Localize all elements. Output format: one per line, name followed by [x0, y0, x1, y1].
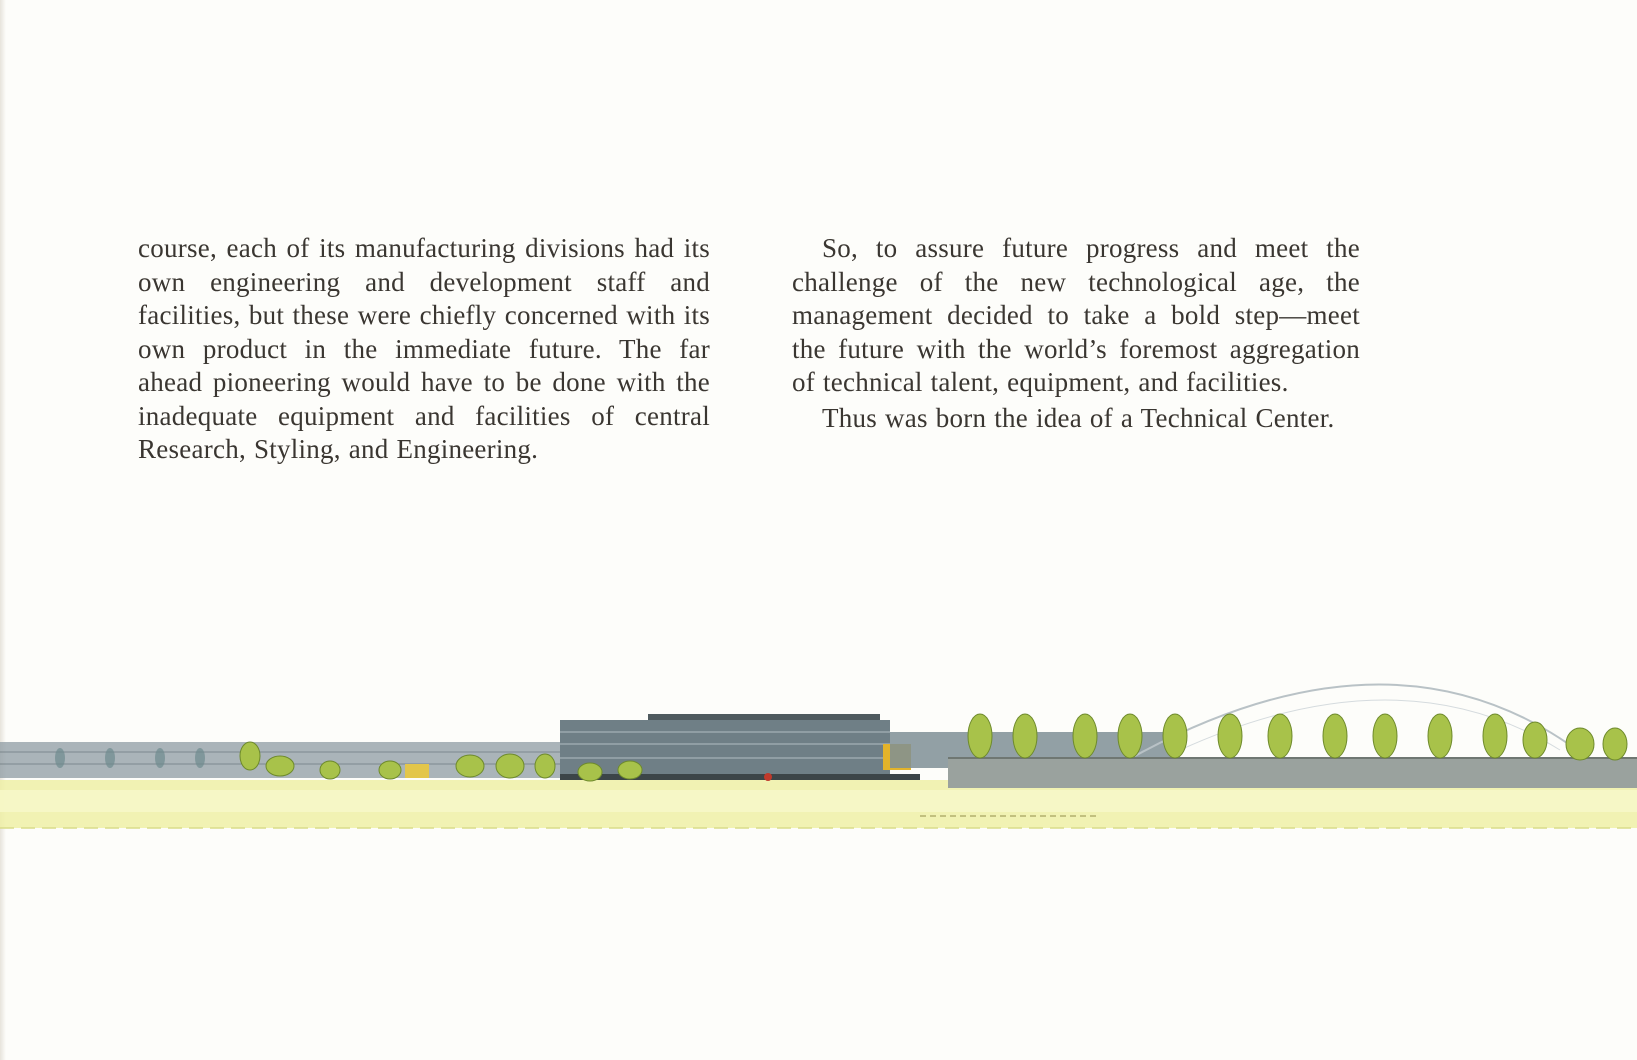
building-base [560, 774, 920, 780]
tree [1373, 714, 1397, 758]
left-text-column [138, 232, 710, 467]
left-paragraph-1: course, each of its manufacturing divisions had its own engineering and development staff and facilities, but these were chiefly concerned with its own product in the immediate future. The far ahead pioneering would have to be done with the inadequate equipment and facilities of central Research, Styling, and Engineering. [138, 233, 710, 464]
right-text-column [792, 232, 1360, 435]
ground-band-light [0, 790, 1637, 812]
tree [1218, 714, 1242, 758]
main-building-roof [648, 714, 880, 720]
tree [1323, 714, 1347, 758]
tree [320, 761, 340, 779]
tree [1163, 714, 1187, 758]
tree [1118, 714, 1142, 758]
tree [456, 755, 484, 777]
tree [195, 748, 205, 768]
tree [1073, 714, 1097, 758]
tree [968, 714, 992, 758]
main-building [560, 720, 890, 776]
tree [240, 742, 260, 770]
tree [535, 754, 555, 778]
tree [1523, 722, 1547, 758]
tree [1566, 728, 1594, 760]
tree [578, 763, 602, 781]
technical-center-illustration [0, 640, 1637, 870]
tree [55, 748, 65, 768]
tree [1603, 728, 1627, 760]
tree [105, 748, 115, 768]
tree [1428, 714, 1452, 758]
tree [1483, 714, 1507, 758]
right-paragraph-2: Thus was born the idea of a Technical Center. [822, 402, 1335, 433]
tree [496, 754, 524, 778]
red-car [764, 773, 772, 781]
tree [379, 761, 401, 779]
tree [266, 756, 294, 776]
long-wall [948, 758, 1637, 788]
tree [155, 748, 165, 768]
right-paragraph-1: So, to assure future progress and meet the challenge of the new technological age, the management decided to take a bold step—meet the future with the world’s foremost aggregation of technical talent, equipment, and facilities. [792, 233, 1360, 397]
tree [1013, 714, 1037, 758]
small-pavilion [405, 764, 429, 778]
tree [1268, 714, 1292, 758]
tree [618, 761, 642, 779]
binding-shadow [0, 0, 6, 1060]
